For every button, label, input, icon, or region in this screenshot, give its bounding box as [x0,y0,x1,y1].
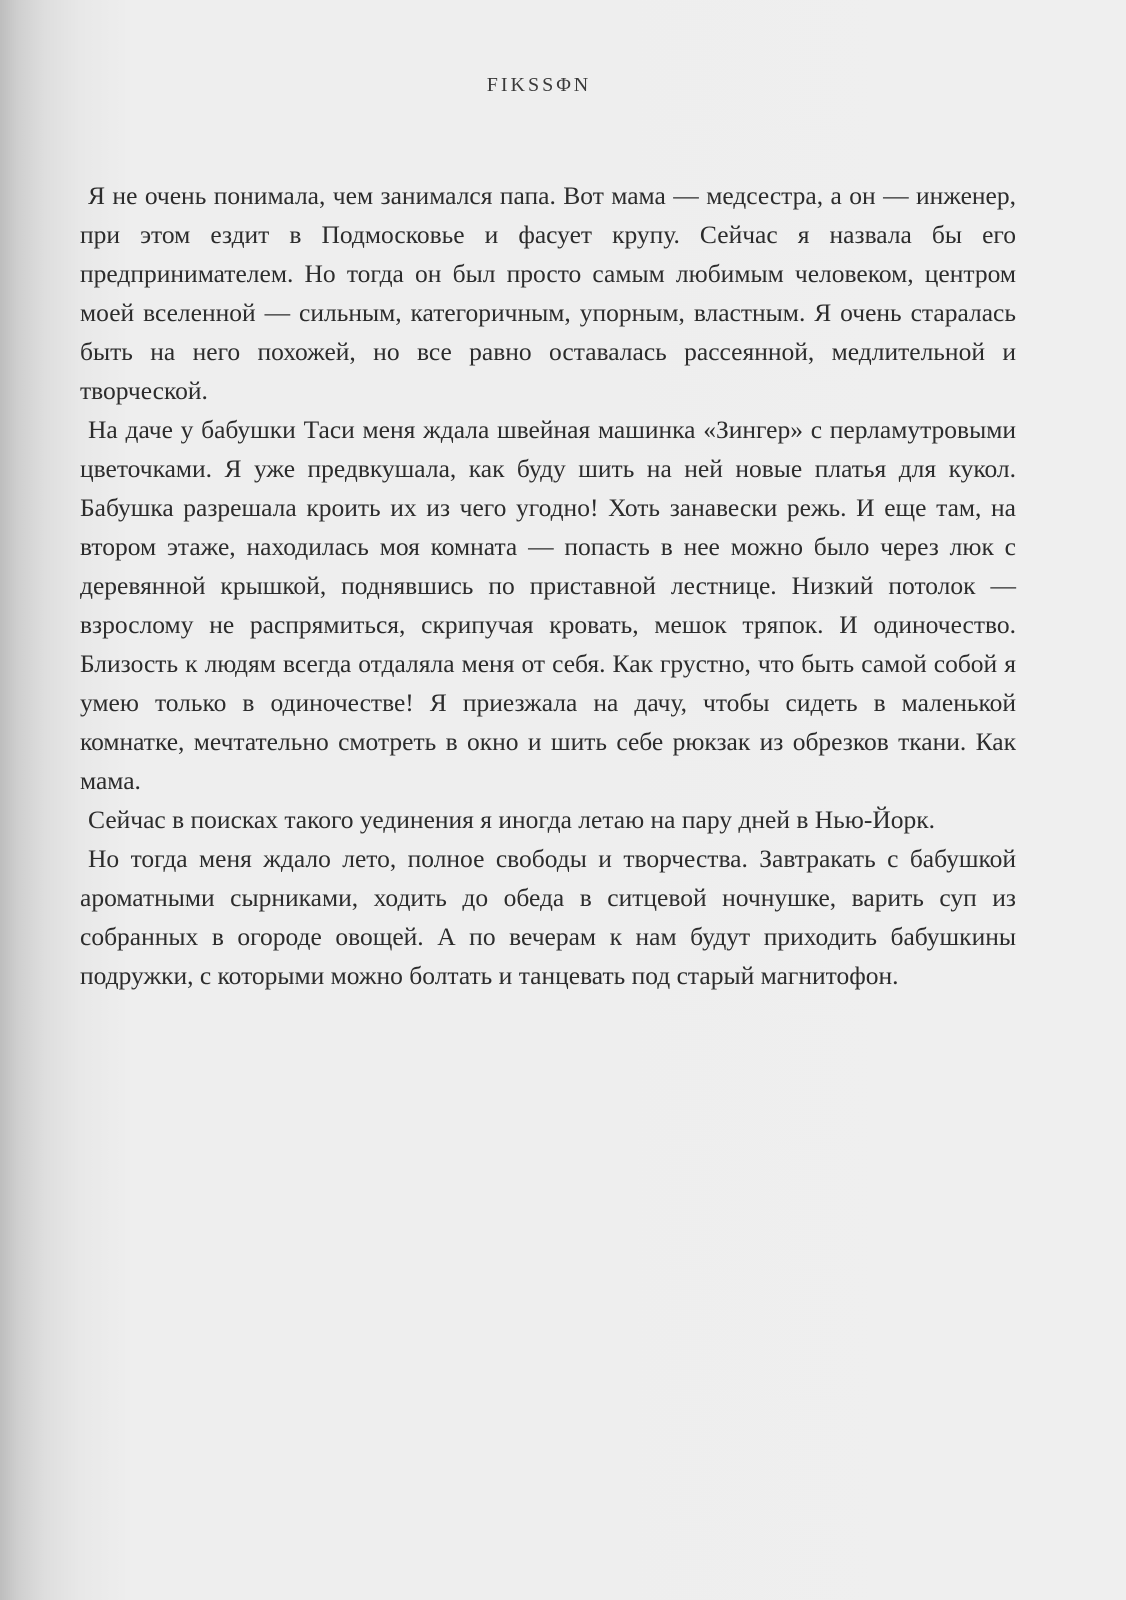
paragraph: Но тогда меня ждало лето, полное свободы и творчества. Завтракать с бабушкой ароматными сырниками, ходить до обеда в ситцевой ночнушке, варить суп из собранных в огороде овощей. А по вечерам к нам будут приходить бабушкины подружки, с которыми можно болтать и танцевать под старый магнитофон. [80,844,1016,990]
paragraph: Сейчас в поисках такого уединения я иногда летаю на пару дней в Нью-Йорк. [88,805,936,834]
paragraph: На даче у бабушки Таси меня ждала швейная машинка «Зингер» с перламутровыми цветочками. Я уже предвкушала, как буду шить на ней новые платья для кукол. Бабушка разрешала кроить их из чего угодно! Хоть занавески режь. И еще там, на втором этаже, находилась моя комната — попасть в нее можно было через люк с деревянной крышкой, поднявшись по приставной лестнице. Низкий потолок — взрослому не распрямиться, скрипучая кровать, мешок тряпок. И одиночество. Близость к людям всегда отдаляла меня от себя. Как грустно, что быть самой собой я умею только в одиночестве! Я приезжала на дачу, чтобы сидеть в маленькой комнатке, мечтательно смотреть в окно и шить себе рюкзак из обрезков ткани. Как мама. [80,415,1016,795]
running-head: FIKSSΦN [486,74,592,96]
body-text [80,176,1016,995]
paragraph: Я не очень понимала, чем занимался папа. Вот мама — медсестра, а он — инженер, при этом ездит в Подмосковье и фасует крупу. Сейчас я назвала бы его предпринимателем. Но тогда он был просто самым любимым человеком, центром моей вселенной — сильным, категоричным, упорным, властным. Я очень старалась быть на него похожей, но все равно оставалась рассеянной, медлительной и творческой. [80,181,1016,405]
